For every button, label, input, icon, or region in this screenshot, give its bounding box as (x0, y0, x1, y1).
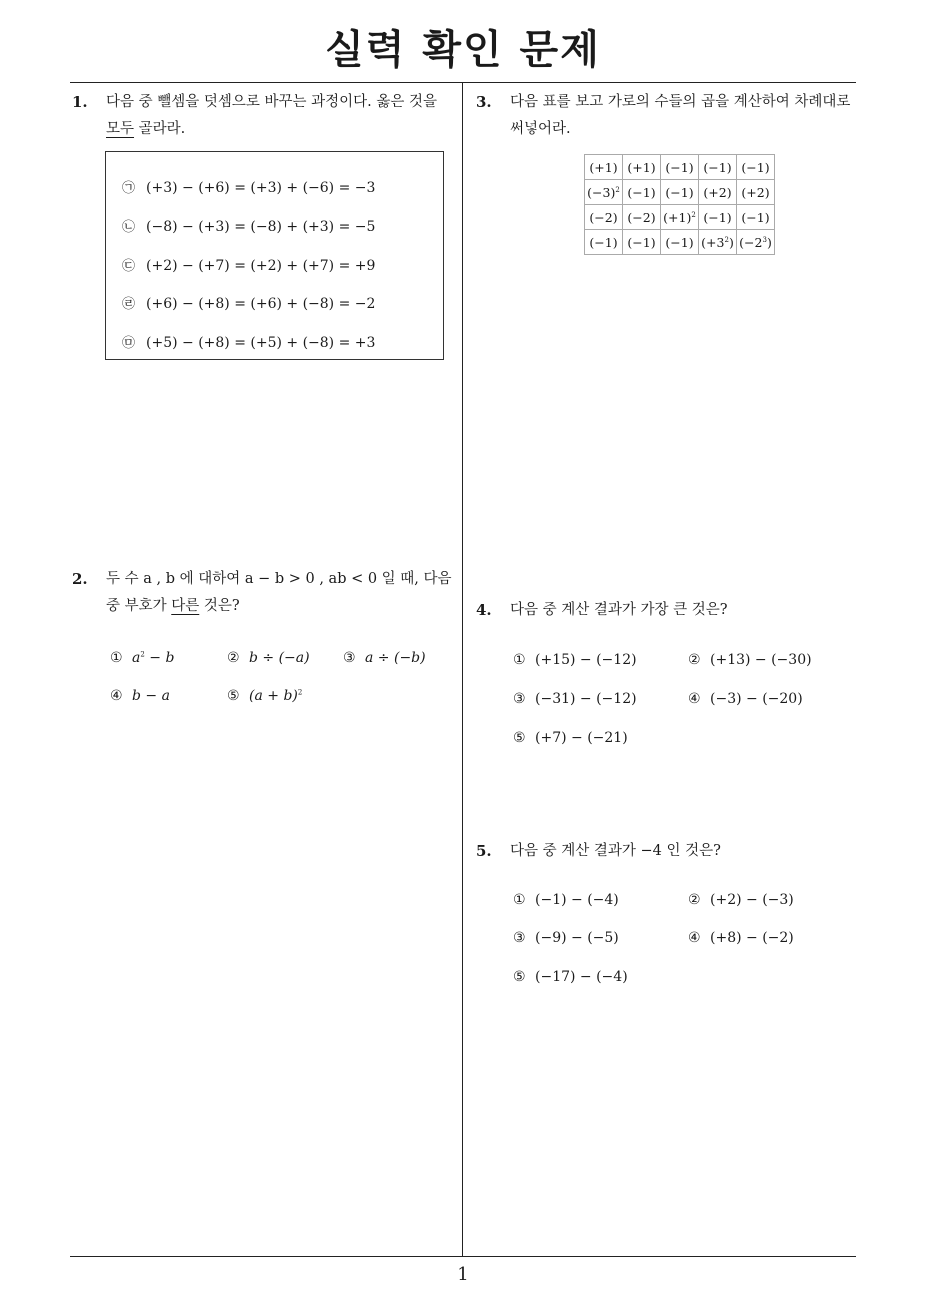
option-expression: (−9) − (−5) (535, 930, 619, 946)
question-1 (72, 89, 462, 149)
question-text-line: 써넣어라. (510, 121, 571, 137)
table-cell (737, 155, 775, 180)
question-text (106, 566, 452, 620)
statement-item[interactable] (122, 293, 375, 312)
option-expression: (−31) − (−12) (535, 691, 637, 707)
column-divider (462, 83, 463, 1257)
table-cell (661, 155, 699, 180)
question-text-line: 다음 표를 보고 가로의 수들의 곱을 계산하여 차례대로 (510, 94, 851, 110)
table-cell (737, 205, 775, 230)
question-number: 2. (72, 570, 88, 588)
table-cell (585, 180, 623, 205)
q2-option-3[interactable] (343, 650, 426, 666)
q4-option-5[interactable] (513, 730, 628, 746)
option-expression: (−3) − (−20) (710, 691, 803, 707)
cell-value: (−1) (665, 234, 694, 250)
cell-value: (+2) (703, 184, 732, 200)
q4-option-4[interactable] (688, 691, 803, 707)
table-row (585, 230, 775, 255)
option-expression: (+13) − (−30) (710, 652, 812, 668)
option-expression: (+7) − (−21) (535, 730, 628, 746)
cell-value: (−1) (627, 184, 656, 200)
option-expression: b − a (132, 688, 170, 704)
cell-value: (−1) (665, 159, 694, 175)
question-number: 4. (476, 601, 492, 619)
cell-value: (+1) (627, 159, 656, 175)
table-cell (699, 205, 737, 230)
q5-option-1[interactable] (513, 892, 619, 908)
table-row (585, 155, 775, 180)
table-cell (585, 205, 623, 230)
statement-marker: ㉡ (122, 220, 136, 235)
table-cell (699, 230, 737, 255)
q3-number-table (584, 154, 775, 255)
choice-number: ① (513, 892, 526, 908)
option-expression: a ÷ (−b) (365, 650, 426, 666)
table-row (585, 180, 775, 205)
choice-number: ④ (688, 930, 701, 946)
choice-number: ② (227, 650, 240, 666)
option-expression: (a + b) (249, 688, 298, 704)
table-cell (623, 230, 661, 255)
cell-value: (−1) (589, 234, 618, 250)
choice-number: ② (688, 652, 701, 668)
statement-marker: ㉢ (122, 259, 136, 274)
cell-value: (−1) (627, 234, 656, 250)
option-expression: (+15) − (−12) (535, 652, 637, 668)
choice-number: ① (513, 652, 526, 668)
statement-expression: (+3) − (+6) = (+3) + (−6) = −3 (146, 180, 376, 196)
option-expression: a (132, 650, 141, 666)
q5-option-2[interactable] (688, 892, 794, 908)
cell-value: (−1) (703, 159, 732, 175)
cell-exponent: 2 (615, 185, 620, 194)
option-exponent: 2 (297, 688, 303, 697)
emphasis-underline: 모두 (106, 121, 135, 137)
option-expression: (+8) − (−2) (710, 930, 794, 946)
q4-option-3[interactable] (513, 691, 637, 707)
cell-value: (−1) (703, 209, 732, 225)
statement-item[interactable] (122, 255, 375, 274)
q5-option-4[interactable] (688, 930, 794, 946)
question-2 (72, 566, 462, 626)
choice-number: ⑤ (227, 688, 240, 704)
q4-option-1[interactable] (513, 652, 637, 668)
statement-marker: ㉠ (122, 181, 136, 196)
option-exponent: 2 (140, 650, 145, 659)
page-number: 1 (457, 1264, 469, 1285)
question-number: 5. (476, 842, 492, 860)
choice-number: ③ (513, 691, 526, 707)
table-cell (585, 230, 623, 255)
question-3 (476, 89, 876, 149)
option-expression: (−17) − (−4) (535, 969, 628, 985)
cell-value: (+3 (701, 234, 725, 250)
cell-value: (−1) (741, 209, 770, 225)
q2-option-5[interactable] (227, 688, 302, 704)
choice-number: ③ (513, 930, 526, 946)
choice-number: ⑤ (513, 730, 526, 746)
table-cell (585, 155, 623, 180)
table-cell (737, 180, 775, 205)
cell-value: (−1) (665, 184, 694, 200)
table-cell (661, 205, 699, 230)
emphasis-underline: 다른 (171, 598, 200, 614)
question-text: 다음 중 계산 결과가 가장 큰 것은? (510, 602, 728, 618)
question-text-part: 중 부호가 (106, 598, 172, 614)
question-text-line (106, 116, 437, 143)
statement-marker: ㉤ (122, 336, 136, 351)
table-cell (699, 180, 737, 205)
question-text-line: 다음 중 뺄셈을 덧셈으로 바꾸는 과정이다. 옳은 것을 (106, 94, 438, 110)
table-cell (699, 155, 737, 180)
cell-value: (−2 (739, 234, 763, 250)
q2-option-2[interactable] (227, 650, 310, 666)
choice-number: ④ (688, 691, 701, 707)
statement-item[interactable] (122, 216, 375, 235)
bottom-divider (70, 1256, 856, 1257)
option-expression: b ÷ (−a) (249, 650, 310, 666)
question-text-line: 두 수 a , b 에 대하여 a − b > 0 , ab < 0 일 때, 다음 (106, 571, 452, 587)
choice-number: ② (688, 892, 701, 908)
cell-value: (−1) (741, 159, 770, 175)
cell-value: (+1) (663, 209, 692, 225)
statement-item[interactable] (122, 332, 375, 351)
statement-item[interactable] (122, 177, 375, 196)
cell-value-close: ) (728, 234, 734, 250)
question-5 (476, 838, 876, 868)
choice-number: ① (110, 650, 123, 666)
page-title: 실력 확인 문제 (325, 27, 601, 73)
table-cell (623, 205, 661, 230)
cell-exponent: 3 (762, 235, 767, 244)
choice-number: ④ (110, 688, 123, 704)
q4-option-2[interactable] (688, 652, 812, 668)
cell-exponent: 2 (724, 235, 729, 244)
cell-value: (+1) (589, 159, 618, 175)
cell-value: (−3) (587, 184, 616, 200)
table-row (585, 205, 775, 230)
statement-expression: (+2) − (+7) = (+2) + (+7) = +9 (146, 258, 376, 274)
cell-value: (+2) (741, 184, 770, 200)
cell-exponent: 2 (691, 210, 696, 219)
table-cell (661, 230, 699, 255)
table-cell (737, 230, 775, 255)
choice-number: ③ (343, 650, 356, 666)
statement-expression: (+6) − (+8) = (+6) + (−8) = −2 (146, 296, 376, 312)
table-cell (623, 180, 661, 205)
question-text-rest: 골라라. (134, 121, 186, 137)
question-number: 1. (72, 93, 88, 111)
question-number: 3. (476, 93, 492, 111)
statement-marker: ㉣ (122, 297, 136, 312)
option-expression: (+2) − (−3) (710, 892, 794, 908)
question-text-line (106, 593, 452, 620)
option-expression: (−1) − (−4) (535, 892, 619, 908)
option-expression-tail: − b (144, 650, 175, 666)
q1-statement-box (105, 151, 444, 360)
cell-value: (−2) (627, 209, 656, 225)
statement-expression: (−8) − (+3) = (−8) + (+3) = −5 (146, 219, 376, 235)
question-text-part: 것은? (199, 598, 240, 614)
question-text (510, 89, 850, 143)
cell-value: (−2) (589, 209, 618, 225)
q5-option-5[interactable] (513, 969, 628, 985)
table-cell (661, 180, 699, 205)
question-text: 다음 중 계산 결과가 −4 인 것은? (510, 843, 721, 859)
q2-option-1[interactable] (110, 650, 174, 666)
question-4 (476, 597, 876, 627)
q5-option-3[interactable] (513, 930, 619, 946)
cell-value-close: ) (766, 234, 772, 250)
top-divider (70, 82, 856, 83)
question-text (106, 89, 437, 143)
statement-expression: (+5) − (+8) = (+5) + (−8) = +3 (146, 335, 376, 351)
q2-option-4[interactable] (110, 688, 170, 704)
table-cell (623, 155, 661, 180)
choice-number: ⑤ (513, 969, 526, 985)
